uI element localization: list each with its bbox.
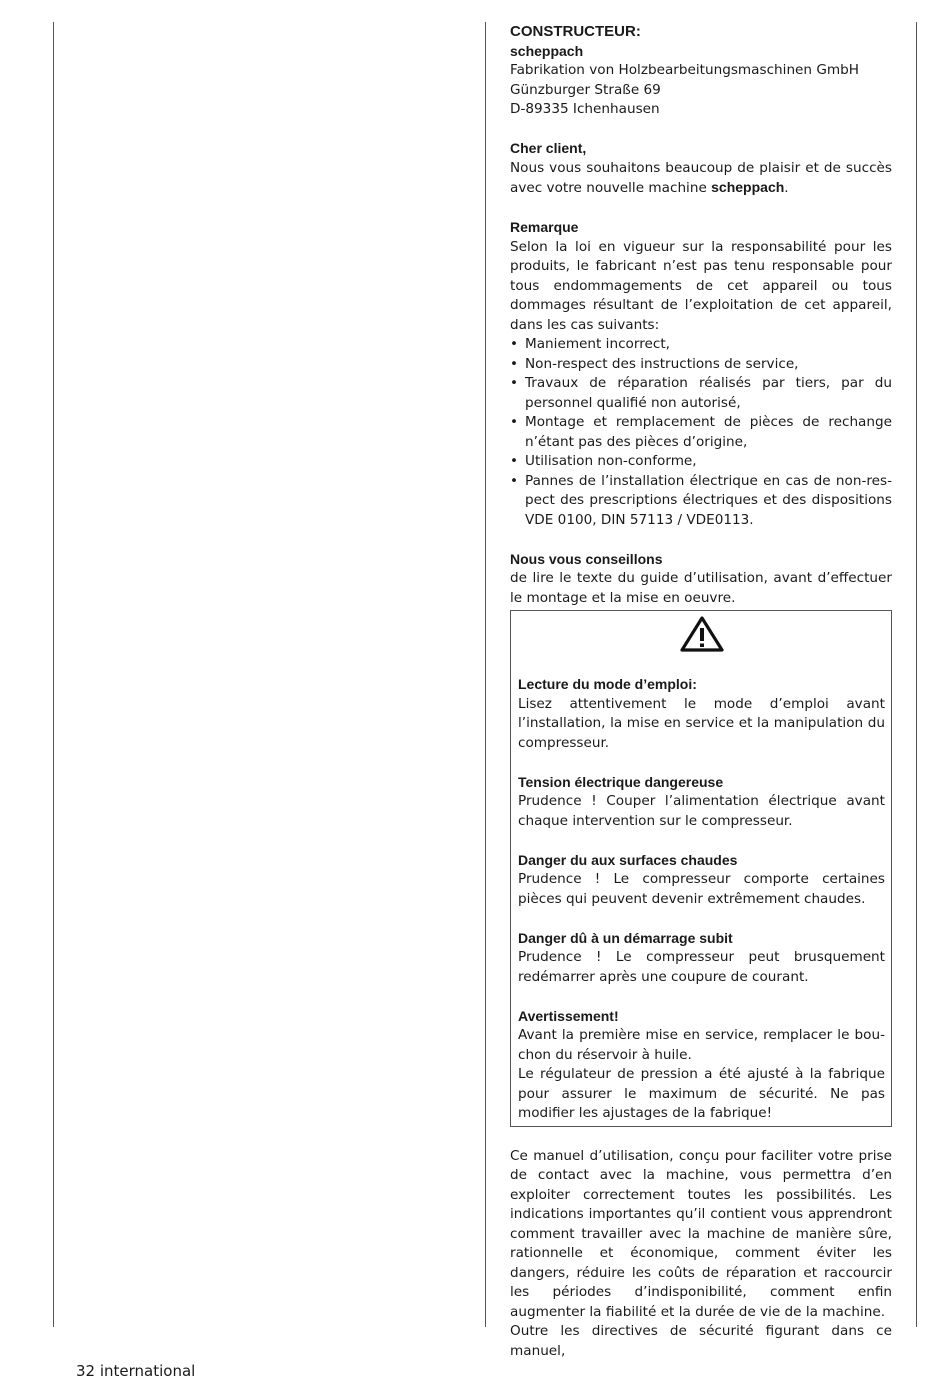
remark-intro: Selon la loi en vigueur sur la responsabilité pour les produits, le fabricant n’est pas tenu responsable pour tous endommagements de cet appareil ou tous dommages résultant de l’exploitation de cet appareil, dans les cas suivants:	[510, 238, 892, 333]
list-item: • Pannes de l’installation électrique en cas de non-respect des prescriptions électriques et des dispositions VDE 0100, DIN 57113 / VDE0113.	[510, 472, 892, 531]
greeting-brand: scheppach	[711, 179, 785, 195]
warning-section-text: Prudence ! Le compresseur comporte certaines pièces qui peuvent devenir extrêmement chaudes.	[518, 871, 885, 907]
manufacturer-company: Fabrikation von Holzbearbeitungsmaschinen GmbH	[510, 62, 859, 78]
warning-section-title: Danger dû à un démarrage subit	[518, 929, 733, 946]
manufacturer-brand: scheppach	[510, 42, 584, 59]
list-item: • Travaux de réparation réalisés par tiers, par du personnel qualifié non autorisé,	[510, 374, 892, 413]
page-footer: 32 international	[76, 1362, 196, 1380]
advice-heading: Nous vous conseillons	[510, 550, 663, 567]
manufacturer-heading: CONSTRUCTEUR:	[510, 23, 641, 40]
warning-section-text: Prudence ! Le compresseur peut brusquement redémarrer après une coupure de courant.	[518, 949, 885, 985]
warning-triangle-icon	[518, 615, 885, 655]
greeting-heading: Cher client,	[510, 140, 587, 156]
warning-section-text: Prudence ! Couper l’alimentation électrique avant chaque intervention sur le compresseur.	[518, 793, 885, 829]
warning-final-title: Avertissement!	[518, 1007, 619, 1024]
manufacturer-city: D-89335 Ichenhausen	[510, 101, 660, 117]
left-margin-rule	[53, 22, 54, 1327]
warning-section-title: Lecture du mode d’emploi:	[518, 676, 697, 692]
column-divider-rule	[485, 22, 486, 1327]
liability-list	[510, 335, 892, 530]
list-item: • Non-respect des instructions de service,	[510, 355, 892, 375]
list-item: • Utilisation non-conforme,	[510, 452, 892, 472]
warning-final-text: Avant la première mise en service, remplacer le bouchon du réservoir à huile.	[518, 1027, 885, 1063]
text-column	[510, 22, 892, 1361]
greeting-text: Nous vous souhaitons beaucoup de plaisir et de succès avec votre nouvelle machine scheppach.	[510, 159, 892, 196]
list-item: • Montage et remplacement de pièces de rechange n’étant pas des pièces d’origine,	[510, 413, 892, 452]
manufacturer-street: Günzburger Straße 69	[510, 81, 661, 98]
warning-final-text: Le régulateur de pression a été ajusté à la fabrique pour assurer le maximum de sécurité. Ne pas modifier les ajustages de la fabrique!	[518, 1066, 885, 1121]
warning-box	[510, 610, 892, 1127]
manual-paragraph: Ce manuel d’utilisation, conçu pour faciliter votre prise de contact avec la machine, vous permettra d’en exploiter correctement toutes les possibilités. Les indications importantes qu’il contient vous apprendront comment travailler avec la machine de manière sûre, rationnelle et économique, comment éviter les dangers, réduire les coûts de réparation et raccourcir les périodes d’indisponibilité, comment enfin augmenter la fiabilité et la durée de vie de la machine.	[510, 1147, 892, 1320]
right-margin-rule	[916, 22, 917, 1327]
remark-heading: Remarque	[510, 219, 579, 235]
continuation-paragraph: Outre les directives de sécurité figurant dans ce manuel,	[510, 1323, 892, 1359]
advice-text: de lire le texte du guide d’utilisation, avant d’effectuer le montage et la mise en oeuvre.	[510, 570, 892, 606]
warning-section-title: Danger du aux surfaces chaudes	[518, 851, 738, 868]
list-item: • Maniement incorrect,	[510, 335, 892, 355]
warning-section-text: Lisez attentivement le mode d’emploi avant l’installation, la mise en service et la manipulation du compresseur.	[518, 695, 885, 751]
warning-section-title: Tension électrique dangereuse	[518, 773, 724, 790]
